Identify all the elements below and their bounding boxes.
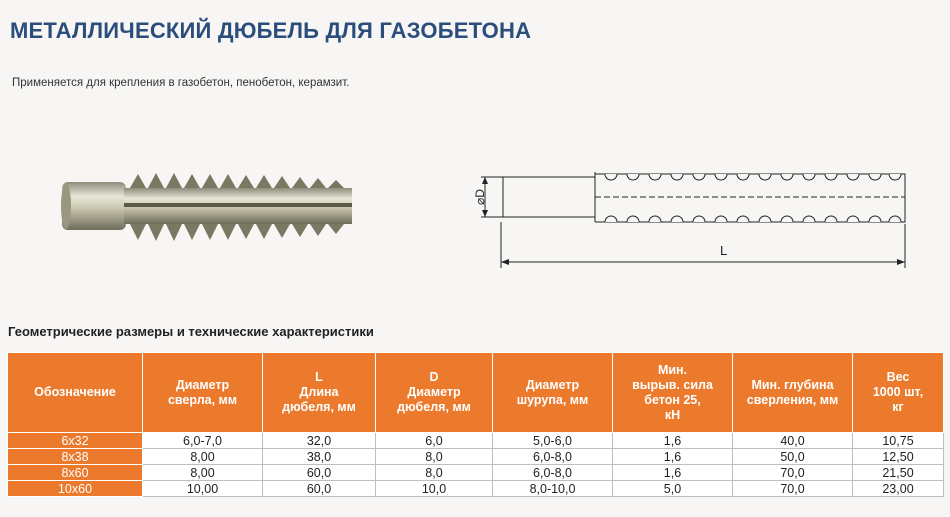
cell-weight: 21,50 [853, 465, 944, 481]
dowel-drawing [465, 160, 925, 275]
cell-pull-out-force: 1,6 [613, 449, 733, 465]
cell-designation: 8x60 [8, 465, 143, 481]
length-label: L [720, 243, 728, 258]
col-header-designation: Обозначение [8, 353, 143, 433]
cell-drill-depth: 70,0 [733, 465, 853, 481]
cell-screw-diameter: 6,0-8,0 [493, 449, 613, 465]
cell-designation: 6x32 [8, 433, 143, 449]
col-header-dowel-length: L Длина дюбеля, мм [263, 353, 376, 433]
cell-dowel-length: 60,0 [263, 465, 376, 481]
cell-pull-out-force: 1,6 [613, 465, 733, 481]
diameter-label: ⌀D [472, 189, 487, 205]
cell-dowel-diameter: 6,0 [376, 433, 493, 449]
cell-designation: 8x38 [8, 449, 143, 465]
cell-weight: 23,00 [853, 481, 944, 497]
cell-screw-diameter: 8,0-10,0 [493, 481, 613, 497]
cell-drill-depth: 40,0 [733, 433, 853, 449]
page-subtitle: Применяется для крепления в газобетон, пенобетон, керамзит. [12, 77, 350, 89]
cell-pull-out-force: 5,0 [613, 481, 733, 497]
table-row [8, 481, 944, 497]
cell-drill-diameter: 6,0-7,0 [143, 433, 263, 449]
cell-dowel-length: 32,0 [263, 433, 376, 449]
table-row [8, 465, 944, 481]
dowel-photo [60, 168, 360, 246]
col-header-drill-diameter: Диаметр сверла, мм [143, 353, 263, 433]
col-header-drill-depth: Мин. глубина сверления, мм [733, 353, 853, 433]
cell-dowel-diameter: 8,0 [376, 465, 493, 481]
cell-drill-diameter: 10,00 [143, 481, 263, 497]
cell-dowel-length: 60,0 [263, 481, 376, 497]
col-header-screw-diameter: Диаметр шурупа, мм [493, 353, 613, 433]
page-title: МЕТАЛЛИЧЕСКИЙ ДЮБЕЛЬ ДЛЯ ГАЗОБЕТОНА [10, 18, 532, 43]
col-header-pull-out-force: Мин. вырыв. сила бетон 25, кН [613, 353, 733, 433]
col-header-dowel-diameter: D Диаметр дюбеля, мм [376, 353, 493, 433]
col-header-weight: Вес 1000 шт, кг [853, 353, 944, 433]
cell-screw-diameter: 5,0-6,0 [493, 433, 613, 449]
cell-dowel-length: 38,0 [263, 449, 376, 465]
cell-designation: 10x60 [8, 481, 143, 497]
cell-weight: 12,50 [853, 449, 944, 465]
table-title: Геометрические размеры и технические характеристики [8, 324, 374, 339]
table-row [8, 449, 944, 465]
cell-drill-depth: 70,0 [733, 481, 853, 497]
cell-drill-diameter: 8,00 [143, 449, 263, 465]
table-row [8, 433, 944, 449]
cell-drill-depth: 50,0 [733, 449, 853, 465]
cell-screw-diameter: 6,0-8,0 [493, 465, 613, 481]
table-header-row [8, 353, 944, 433]
cell-dowel-diameter: 10,0 [376, 481, 493, 497]
cell-weight: 10,75 [853, 433, 944, 449]
spec-table [7, 352, 944, 497]
cell-drill-diameter: 8,00 [143, 465, 263, 481]
cell-dowel-diameter: 8,0 [376, 449, 493, 465]
cell-pull-out-force: 1,6 [613, 433, 733, 449]
